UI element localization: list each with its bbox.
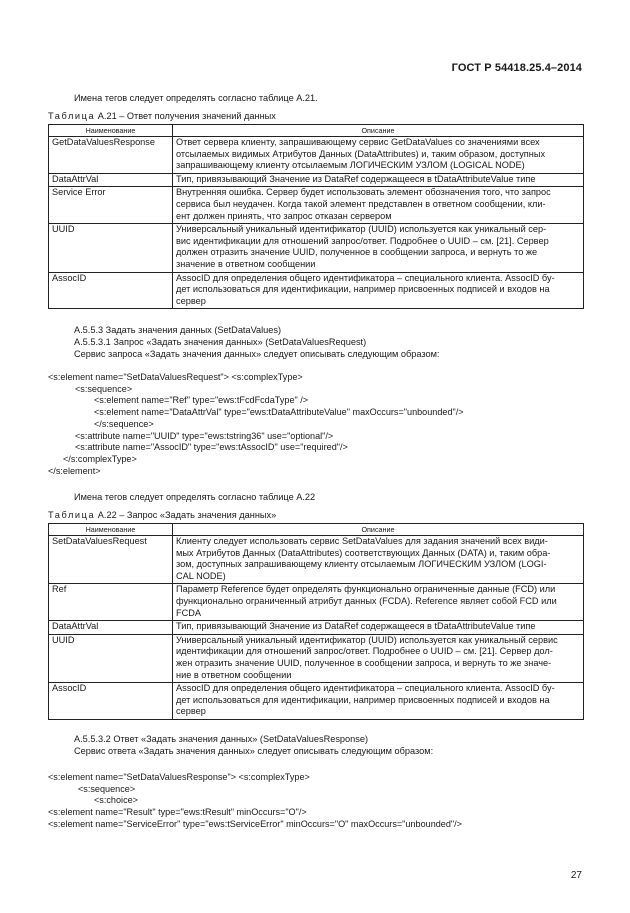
column-header-description: Описание [173, 524, 584, 536]
code-line: <s:element name="DataAttrVal" type="ews:tDataAttributeValue" maxOccurs="unbounded"/> [94, 407, 464, 418]
row-description: Параметр Reference будет определять функционально ограниченные данные (FCD) или функционально ограниченный атрибут данных (FCDA). Reference являет собой FCD или FCDA [173, 584, 584, 621]
table-row [49, 173, 584, 187]
row-name: UUID [49, 634, 173, 682]
table-row [49, 584, 584, 621]
table-row [49, 621, 584, 635]
row-name: DataAttrVal [49, 173, 173, 187]
table-a21-intro: Имена тегов следует определять согласно таблице А.21. [74, 93, 318, 103]
row-name: DataAttrVal [49, 621, 173, 635]
table-row [49, 634, 584, 682]
code-block-response [48, 772, 462, 831]
caption-text: А.21 – Ответ получения значений данных [95, 111, 276, 121]
row-description: AssocID для определения общего идентификатора – специального клиента. AssocID бу- дет использоваться для идентификации, например присвоенных подписей и входов на сервер [173, 683, 584, 720]
caption-text: А.22 – Запрос «Задать значения данных» [95, 510, 277, 520]
code-line: </s:complexType> [63, 453, 137, 464]
caption-prefix: Таблица [48, 510, 96, 520]
code-line: <s:attribute name="UUID" type="ews:tstring36" use="optional"/> [75, 430, 334, 441]
page-number: 27 [570, 870, 582, 881]
table-row [49, 224, 584, 272]
code-line: </s:element> [48, 465, 101, 476]
section-a55331-title: А.5.5.3.1 Запрос «Задать значения данных» (SetDataValuesRequest) [74, 337, 367, 347]
code-line: <s:attribute name="AssocID" type="ews:tAssocID" use="required"/> [75, 442, 348, 453]
code-line: <s:element name="SetDataValuesRequest"> <s:complexType> [48, 372, 303, 382]
row-description: Тип, привязывающий Значение из DataRef содержащееся в tDataAttributeValue типе [173, 173, 584, 187]
row-name: Service Error [49, 187, 173, 224]
row-description: Тип, привязывающий Значение из DataRef содержащееся в tDataAttributeValue типе [173, 621, 584, 635]
row-name: AssocID [49, 683, 173, 720]
table-row [49, 137, 584, 174]
row-description: Универсальный уникальный идентификатор (UUID) используется как уникальный сер- вис идентификации для отношений запрос/ответ. Подробнее о UUID – см. [21]. Сервер должен отразить значение UUID, полученное в сообщении запроса, и вернуть то же значение в ответном сообщении [173, 224, 584, 272]
section-a55332-text: Сервис ответа «Задать значения данных» следует описывать следующим образом: [74, 746, 434, 756]
code-line: </s:sequence> [94, 418, 154, 429]
code-block-request [48, 372, 464, 477]
table-a22-intro: Имена тегов следует определять согласно таблице А.22 [74, 492, 316, 502]
table-row [49, 272, 584, 309]
code-line: <s:element name="Ref" type="ews:tFcdFcdaType" /> [94, 395, 309, 406]
table-row [49, 536, 584, 584]
caption-prefix: Таблица [48, 111, 96, 121]
code-line: <s:sequence> [78, 783, 136, 794]
table-row [49, 683, 584, 720]
code-line: <s:choice> [94, 795, 138, 806]
row-name: UUID [49, 224, 173, 272]
code-line: <s:element name="Result" type="ews:tResult" minOccurs="O"/> [48, 807, 307, 818]
code-line: <s:element name="ServiceError" type="ews:tServiceError" minOccurs="O" maxOccurs="unbounded"/> [48, 818, 462, 829]
column-header-description: Описание [173, 125, 584, 137]
row-name: AssocID [49, 272, 173, 309]
document-header: ГОСТ Р 54418.25.4–2014 [451, 62, 582, 74]
code-line: <s:element name="SetDataValuesResponse"> <s:complexType> [48, 772, 310, 782]
table-a22-caption [48, 510, 276, 520]
section-a55331-text: Сервис запроса «Задать значения данных» следует описывать следующим образом: [74, 349, 440, 359]
row-description: AssocID для определения общего идентификатора – специального клиента. AssocID бу- дет использоваться для идентификации, например присвоенных подписей и входов на сервер [173, 272, 584, 309]
row-name: Ref [49, 584, 173, 621]
table-a22 [48, 523, 584, 720]
row-description: Ответ сервера клиенту, запрашивающему сервис GetDataValues со значениями всех отсылаемых видимых Атрибутов Данных (DataAttributes) и, таким образом, доступных запрашивающему клиенту отсылаемым ЛОГИЧЕСКИМ УЗЛОМ (LOGICAL NODE) [173, 137, 584, 174]
table-row [49, 187, 584, 224]
table-a21 [48, 124, 584, 309]
row-name: GetDataValuesResponse [49, 137, 173, 174]
column-header-name: Наименование [49, 125, 173, 137]
row-description: Клиенту следует использовать сервис SetDataValues для задания значений всех види- мых Атрибутов Данных (DataAttributes) соответствующих Данных (DATA) и, таким обра- зом, доступных запрашивающему клиенту отсылаемым ЛОГИЧЕСКИМ УЗЛОМ (LOGI- CAL NODE) [173, 536, 584, 584]
section-a5531-title: А.5.5.3 Задать значения данных (SetDataValues) [74, 325, 282, 335]
column-header-name: Наименование [49, 524, 173, 536]
row-description: Внутренняя ошибка. Сервер будет использовать элемент обозначения того, что запрос сервиса был неудачен. Когда такой элемент представлен в ответном сообщении, кли- ент должен принять, что запрос отказан сервером [173, 187, 584, 224]
row-description: Универсальный уникальный идентификатор (UUID) используется как уникальный сервис идентификации для отношений запрос/ответ. Подробнее о UUID – см. [21]. Сервер дол- жен отразить значение UUID, полученное в сообщении запроса, и вернуть то же значе- ние в ответном сообщении [173, 634, 584, 682]
code-line: <s:sequence> [75, 383, 133, 394]
table-a21-caption [48, 111, 276, 121]
section-a55332-title: А.5.5.3.2 Ответ «Задать значения данных» (SetDataValuesResponse) [74, 734, 369, 744]
row-name: SetDataValuesRequest [49, 536, 173, 584]
